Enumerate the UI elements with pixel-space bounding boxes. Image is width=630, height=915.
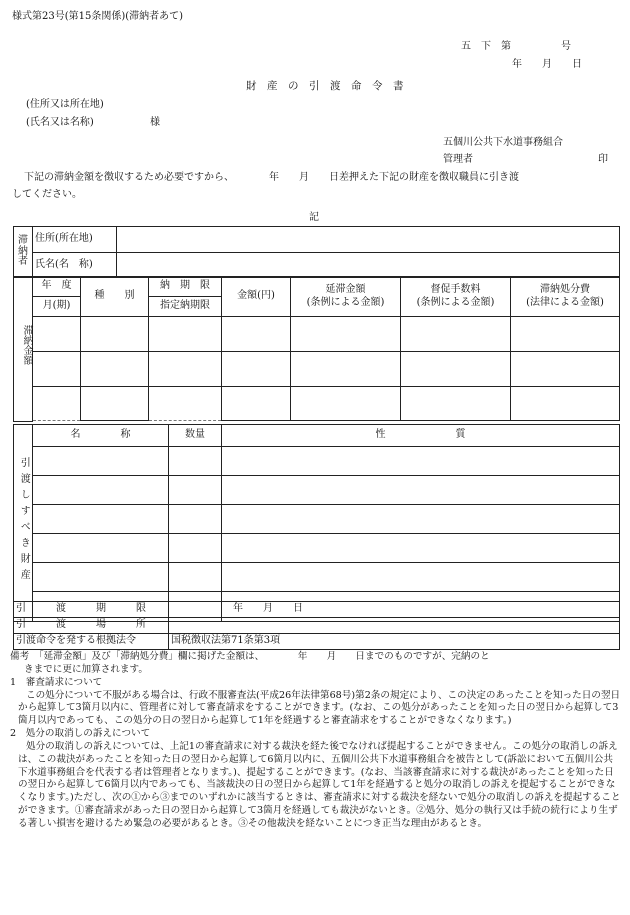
body-text-line1: 下記の滞納金額を徴収するため必要ですから、 年 月 日差押えた下記の財産を徴収職員に引き渡 [24, 172, 519, 183]
manager-label: 管理者 [443, 154, 473, 165]
property-row [14, 476, 620, 505]
col-year: 年 度 [33, 277, 81, 297]
address-label: (住所又は所在地) [26, 99, 104, 110]
col-type: 種 別 [81, 277, 149, 317]
place-value[interactable] [169, 618, 620, 634]
section2-body: 処分の取消しの訴えについては、上記1の審査請求に対する裁決を経た後でなければ提起することができません。この処分の取消しの訴えは、この裁決があったことを知った日の翌日から起算して6箇月以内に、五個川公共下水道事務組合を被告として(訴訟において五個川公共下水道事務組合を代表する者は管理者となります。)、提起することができます。(なお、当該審査請求に対する裁決があったことを知った日の翌日から起算して6箇月以内であっても、当該裁決の日の翌日から起算して1年を経過すると処分の取消しの訴えを提起することができなくなります。)ただし、次の①から③までのいずれかに該当するときは、審査請求に対する裁決を経ないで処分の取消しの訴えを提起することができます。①審査請求があった日の翌日から起算して3箇月を経過しても裁決がないとき。②処分、処分の執行又は手続の続行により生ずる著しい損害を避けるため緊急の必要があるとき。③その他裁決を経ないことにつき正当な理由があるとき。 [18, 740, 621, 829]
name-field-label: 氏名(名 称) [33, 253, 117, 278]
col-reminder: 督促手数料 (条例による金額) [401, 277, 511, 317]
col-due: 納 期 限 [149, 277, 222, 297]
law-label: 引渡命令を発する根拠法令 [14, 634, 169, 650]
name-field[interactable] [117, 253, 620, 278]
amount-row [14, 387, 620, 421]
col-name: 名 称 [33, 425, 169, 447]
biko-line1: 備考 「延滞金額」及び「滞納処分費」欄に掲げた金額は、 年 月 日までのものですが、完納のと [10, 651, 490, 662]
amount-row [14, 317, 620, 352]
property-section-label: 引渡しすべき財産 [14, 425, 33, 622]
section1-title: 1 審査請求について [10, 676, 103, 688]
property-row [14, 447, 620, 476]
seal-mark: 印 [598, 154, 608, 165]
col-amount: 金額(円) [222, 277, 291, 317]
property-row [14, 534, 620, 563]
col-disposal: 滞納処分費 (法律による金額) [511, 277, 620, 317]
ki-label: 記 [309, 212, 319, 223]
place-label: 引 渡 場 所 [14, 618, 169, 634]
property-table [13, 424, 620, 622]
col-late: 延滞金額 (条例による金額) [291, 277, 401, 317]
col-month: 月(期) [33, 297, 81, 317]
body-text-line2: してください。 [12, 189, 82, 200]
property-row [14, 563, 620, 592]
page-title: 財 産 の 引 渡 命 令 書 [246, 80, 404, 92]
law-value: 国税徴収法第71条第3項 [169, 634, 620, 650]
taxpayer-table [13, 226, 620, 278]
property-row [14, 505, 620, 534]
period-label: 引 渡 期 限 [14, 602, 169, 618]
address-field-label: 住所(所在地) [33, 227, 117, 253]
notes-section [10, 651, 622, 831]
section1-body: この処分について不服がある場合は、行政不服審査法(平成26年法律第68号)第2条の規定により、この決定のあったことを知った日の翌日から起算して3箇月以内に、管理者に対して審査請求をすることができます。(なお、この処分があったことを知った日の翌日から起算して3箇月以内であっても、この処分の日の翌日から起算して1年を経過すると審査請求をすることができなくなります。) [18, 689, 621, 727]
biko-line2: きまでに更に加算されます。 [24, 663, 148, 675]
col-due2: 指定納期限 [149, 297, 222, 317]
col-qty: 数量 [169, 425, 222, 447]
issue-date: 年 月 日 [512, 59, 582, 70]
footer-table [13, 601, 620, 650]
col-nature: 性 質 [222, 425, 620, 447]
amount-table [13, 276, 620, 422]
name-label: (氏名又は名称) [26, 117, 94, 128]
amount-row [14, 352, 620, 387]
period-value[interactable]: 年 月 日 [169, 602, 620, 618]
form-number: 様式第23号(第15条関係)(滞納者あて) [12, 11, 184, 22]
section2-title: 2 処分の取消しの訴えについて [10, 728, 151, 740]
address-field[interactable] [117, 227, 620, 253]
document-number: 五 下 第 号 [461, 41, 571, 52]
organization-name: 五個川公共下水道事務組合 [443, 137, 563, 148]
honorific: 様 [150, 117, 160, 128]
amount-section-label: 滞納金額 [14, 277, 33, 422]
taxpayer-section-label: 滞納者 [14, 227, 33, 278]
